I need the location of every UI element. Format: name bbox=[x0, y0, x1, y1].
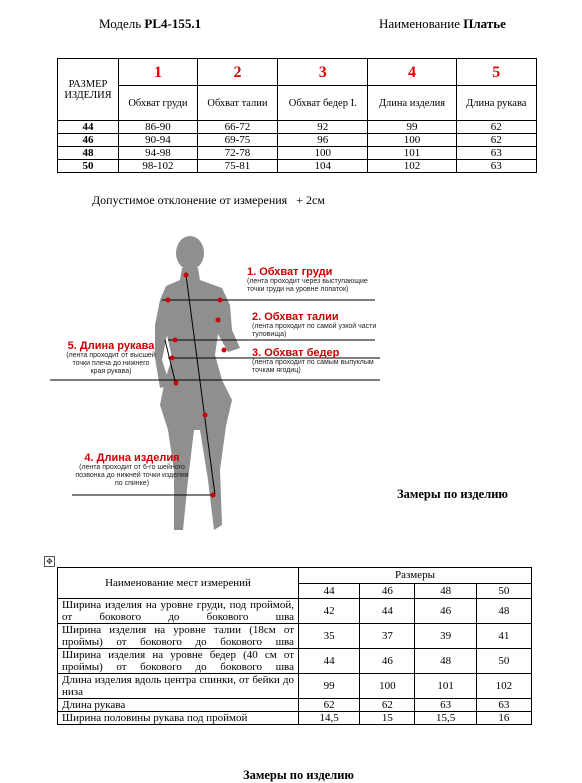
cell: 63 bbox=[456, 160, 537, 173]
name-line bbox=[379, 16, 506, 32]
cell: 16 bbox=[476, 712, 531, 725]
cell: 42 bbox=[299, 599, 360, 624]
label-title: 1. Обхват груди bbox=[247, 266, 333, 278]
size-col: 48 bbox=[415, 583, 476, 599]
label-hips bbox=[252, 347, 382, 375]
col-header: Длина рукава bbox=[456, 86, 537, 121]
table-move-handle-icon[interactable]: ✥ bbox=[44, 556, 55, 567]
model-value: PL4-155.1 bbox=[144, 16, 202, 31]
table-row bbox=[58, 147, 537, 160]
cell: 48 bbox=[476, 599, 531, 624]
size-table bbox=[57, 58, 537, 173]
col-number: 2 bbox=[197, 59, 277, 86]
label-title: 4. Длина изделия bbox=[84, 452, 180, 464]
cell: 101 bbox=[415, 674, 476, 699]
cell: 100 bbox=[360, 674, 415, 699]
cell: 102 bbox=[476, 674, 531, 699]
label-note: (лента проходит от 6-го шейного позвонка до нижней точки изделия по спинке) bbox=[75, 464, 189, 487]
row-size: 44 bbox=[58, 121, 119, 134]
cell: 46 bbox=[360, 649, 415, 674]
table-row bbox=[58, 134, 537, 147]
label-title: 3. Обхват бедер bbox=[252, 347, 340, 359]
label-note: (лента проходит по самой узкой части туловища) bbox=[252, 323, 377, 338]
table-row bbox=[58, 712, 532, 725]
cell: 90-94 bbox=[119, 134, 198, 147]
model-label: Модель bbox=[99, 16, 142, 31]
cell: 75-81 bbox=[197, 160, 277, 173]
sizes-header: Размеры bbox=[299, 568, 532, 584]
cell: 62 bbox=[456, 121, 537, 134]
cell: 100 bbox=[278, 147, 368, 160]
row-size: 46 bbox=[58, 134, 119, 147]
row-size: 48 bbox=[58, 147, 119, 160]
label-waist bbox=[252, 311, 382, 339]
cell: 69-75 bbox=[197, 134, 277, 147]
col-number: 5 bbox=[456, 59, 537, 86]
size-header: РАЗМЕР ИЗДЕЛИЯ bbox=[58, 59, 119, 121]
name-value: Платье bbox=[463, 16, 506, 31]
cell: 102 bbox=[368, 160, 456, 173]
cell: 63 bbox=[456, 147, 537, 160]
label-chest bbox=[247, 266, 387, 294]
table-row bbox=[58, 649, 532, 674]
label-title: 2. Обхват талии bbox=[252, 311, 339, 323]
section-title: Замеры по изделию bbox=[397, 487, 508, 501]
table-row bbox=[58, 599, 532, 624]
cell: 72-78 bbox=[197, 147, 277, 160]
cell: 37 bbox=[360, 624, 415, 649]
cell: 41 bbox=[476, 624, 531, 649]
cell: 50 bbox=[476, 649, 531, 674]
cell: 63 bbox=[476, 699, 531, 712]
size-col: 50 bbox=[476, 583, 531, 599]
row-name: Длина изделия вдоль центра спинки, от бейки до низа bbox=[58, 674, 299, 699]
row-name: Ширина изделия на уровне бедер (40 см от проймы) от бокового до бокового шва bbox=[58, 649, 299, 674]
cell: 35 bbox=[299, 624, 360, 649]
cell: 62 bbox=[299, 699, 360, 712]
footer-title: Замеры по изделию bbox=[243, 768, 354, 782]
size-col: 46 bbox=[360, 583, 415, 599]
label-length bbox=[72, 452, 192, 488]
col-header: Обхват талии bbox=[197, 86, 277, 121]
row-name: Ширина половины рукава под проймой bbox=[58, 712, 299, 725]
cell: 86-90 bbox=[119, 121, 198, 134]
cell: 98-102 bbox=[119, 160, 198, 173]
cell: 62 bbox=[360, 699, 415, 712]
tolerance-value: + 2см bbox=[296, 193, 325, 207]
tolerance-text: Допустимое отклонение от измерения bbox=[92, 193, 288, 207]
cell: 66-72 bbox=[197, 121, 277, 134]
row-size: 50 bbox=[58, 160, 119, 173]
cell: 100 bbox=[368, 134, 456, 147]
cell: 94-98 bbox=[119, 147, 198, 160]
cell: 39 bbox=[415, 624, 476, 649]
cell: 62 bbox=[456, 134, 537, 147]
cell: 15 bbox=[360, 712, 415, 725]
label-sleeve bbox=[66, 340, 156, 376]
cell: 44 bbox=[299, 649, 360, 674]
row-name: Длина рукава bbox=[58, 699, 299, 712]
cell: 63 bbox=[415, 699, 476, 712]
table-row bbox=[58, 624, 532, 649]
col-header: Обхват бедер I. bbox=[278, 86, 368, 121]
size-col: 44 bbox=[299, 583, 360, 599]
cell: 44 bbox=[360, 599, 415, 624]
cell: 99 bbox=[368, 121, 456, 134]
col-header: Длина изделия bbox=[368, 86, 456, 121]
cell: 99 bbox=[299, 674, 360, 699]
model-line bbox=[99, 16, 201, 32]
label-note: (лента проходит через выступающие точки груди на уровне лопаток) bbox=[247, 278, 368, 293]
row-name: Ширина изделия на уровне груди, под проймой, от бокового до бокового шва bbox=[58, 599, 299, 624]
cell: 15,5 bbox=[415, 712, 476, 725]
label-title: 5. Длина рукава bbox=[67, 340, 155, 352]
label-note: (лента проходит по самым выпуклым точкам ягодиц) bbox=[252, 359, 374, 374]
cell: 104 bbox=[278, 160, 368, 173]
row-name: Ширина изделия на уровне талии (18см от проймы) от бокового до бокового шва bbox=[58, 624, 299, 649]
cell: 96 bbox=[278, 134, 368, 147]
col-header: Наименование мест измерений bbox=[58, 568, 299, 599]
cell: 48 bbox=[415, 649, 476, 674]
table-row bbox=[58, 121, 537, 134]
name-label: Наименование bbox=[379, 16, 460, 31]
cell: 92 bbox=[278, 121, 368, 134]
col-number: 3 bbox=[278, 59, 368, 86]
table-row bbox=[58, 160, 537, 173]
col-header: Обхват груди bbox=[119, 86, 198, 121]
cell: 46 bbox=[415, 599, 476, 624]
col-number: 4 bbox=[368, 59, 456, 86]
label-note: (лента проходит от высшей точки плеча до нижнего края рукава) bbox=[66, 352, 156, 375]
cell: 101 bbox=[368, 147, 456, 160]
table-row bbox=[58, 674, 532, 699]
table-row bbox=[58, 699, 532, 712]
product-measures-table bbox=[57, 567, 532, 725]
cell: 14,5 bbox=[299, 712, 360, 725]
col-number: 1 bbox=[119, 59, 198, 86]
tolerance-line bbox=[92, 193, 325, 208]
